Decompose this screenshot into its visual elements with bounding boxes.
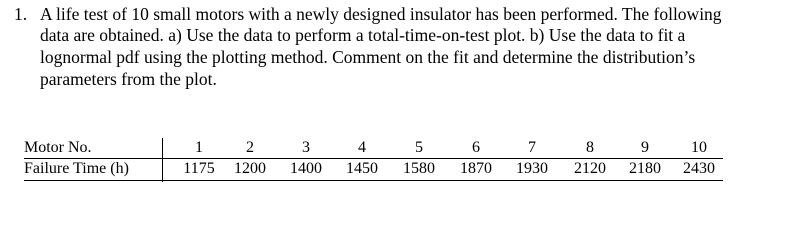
- failure-time-cell: 1450: [346, 160, 378, 177]
- motor-number-cell: 8: [586, 139, 594, 156]
- failure-time-cell: 1870: [460, 160, 492, 177]
- question-line-1: A life test of 10 small motors with a newly designed insulator has been performed. The following: [40, 4, 722, 24]
- failure-time-cell: 2430: [683, 160, 715, 177]
- motor-number-label: Motor No.: [24, 139, 92, 156]
- motor-number-cell: 4: [358, 139, 366, 156]
- motor-number-cell: 5: [415, 139, 423, 156]
- motor-number-cell: 9: [641, 139, 649, 156]
- table-bottom-rule: [24, 180, 723, 181]
- failure-time-cell: 1400: [290, 160, 322, 177]
- motor-number-cell: 6: [472, 139, 480, 156]
- question-line-2: data are obtained. a) Use the data to perform a total-time-on-test plot. b) Use the data to fit a: [40, 25, 686, 45]
- failure-time-label: Failure Time (h): [24, 160, 129, 177]
- failure-time-cell: 1175: [183, 160, 215, 177]
- question-line-4: parameters from the plot.: [40, 69, 217, 89]
- table-vertical-rule: [162, 138, 163, 182]
- motor-number-cell: 2: [246, 139, 254, 156]
- motor-number-cell: 3: [302, 139, 310, 156]
- failure-time-cell: 1200: [234, 160, 266, 177]
- question-line-3: lognormal pdf using the plotting method. Comment on the fit and determine the distribution’s: [40, 47, 696, 67]
- motor-number-cell: 10: [691, 139, 707, 156]
- failure-time-cell: 2180: [629, 160, 661, 177]
- motor-number-cell: 1: [195, 139, 203, 156]
- motor-number-cell: 7: [528, 139, 536, 156]
- data-table: [24, 138, 724, 182]
- failure-time-cell: 1930: [516, 160, 548, 177]
- question-number: 1.: [14, 4, 28, 24]
- failure-time-cell: 2120: [574, 160, 606, 177]
- failure-time-cell: 1580: [403, 160, 435, 177]
